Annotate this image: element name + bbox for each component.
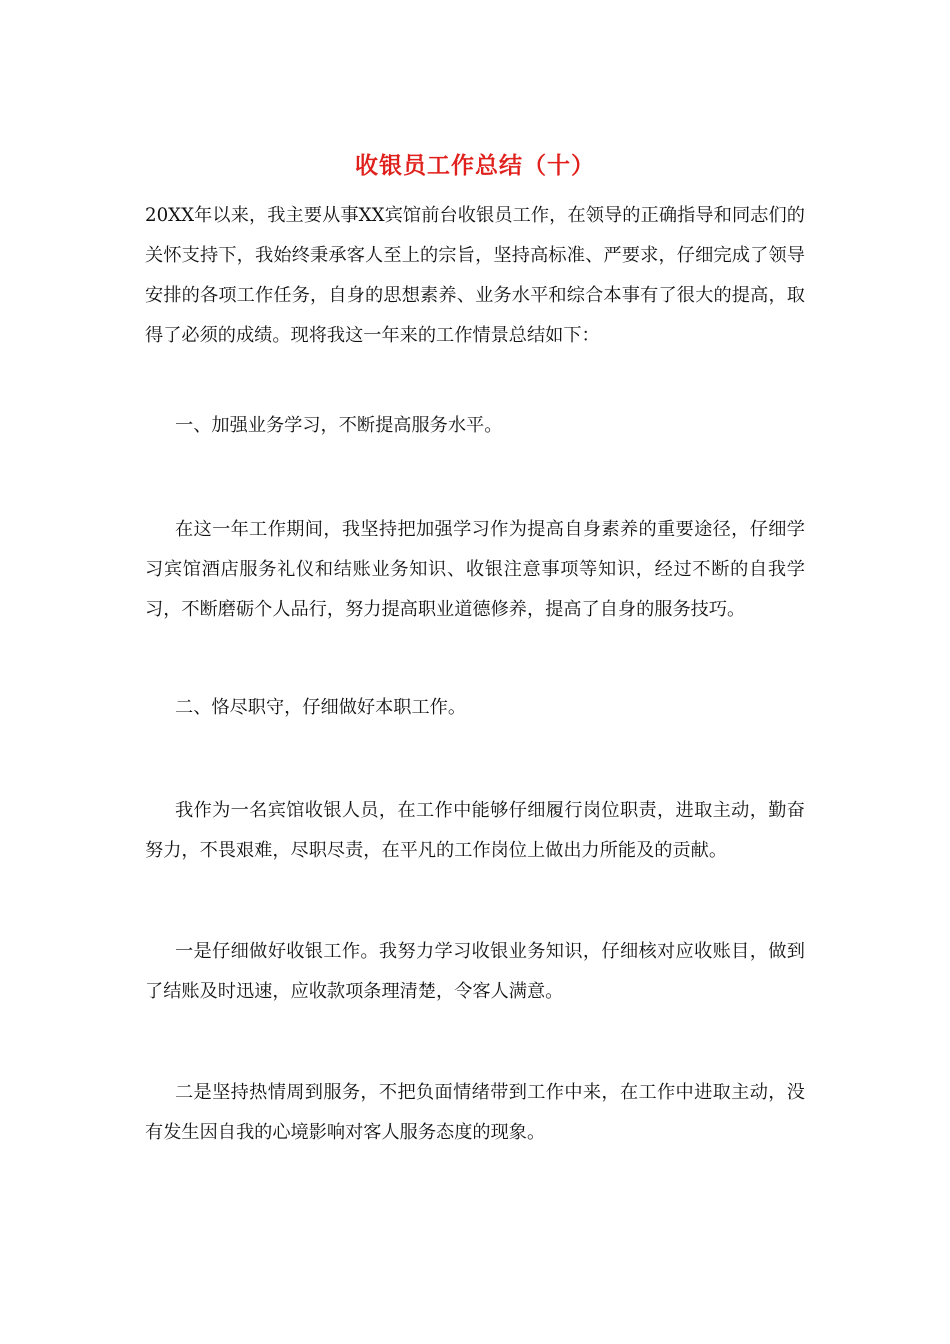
paragraph-intro: 20XX年以来，我主要从事XX宾馆前台收银员工作，在领导的正确指导和同志们的关怀支持下，我始终秉承客人至上的宗旨，坚持高标准、严要求，仔细完成了领导安排的各项工作任务，自身的思想素养、业务水平和综合本事有了很大的提高，取得了必须的成绩。现将我这一年来的工作情景总结如下： <box>145 205 805 346</box>
paragraph-study: 在这一年工作期间，我坚持把加强学习作为提高自身素养的重要途径，仔细学习宾馆酒店服务礼仪和结账业务知识、收银注意事项等知识，经过不断的自我学习，不断磨砺个人品行，努力提高职业道德修养，提高了自身的服务技巧。 <box>145 519 805 620</box>
paragraph-cashier-work: 一是仔细做好收银工作。我努力学习收银业务知识，仔细核对应收账目，做到了结账及时迅速，应收款项条理清楚，令客人满意。 <box>145 941 805 1002</box>
section-heading-2: 二、恪尽职守，仔细做好本职工作。 <box>175 697 467 718</box>
section-heading-1: 一、加强业务学习，不断提高服务水平。 <box>175 415 503 436</box>
paragraph-service-attitude: 二是坚持热情周到服务，不把负面情绪带到工作中来，在工作中进取主动，没有发生因自我的心境影响对客人服务态度的现象。 <box>145 1082 805 1143</box>
document-title: 收银员工作总结（十） <box>355 153 595 179</box>
paragraph-duty: 我作为一名宾馆收银人员，在工作中能够仔细履行岗位职责，进取主动，勤奋努力，不畏艰难，尽职尽责，在平凡的工作岗位上做出力所能及的贡献。 <box>145 800 805 861</box>
